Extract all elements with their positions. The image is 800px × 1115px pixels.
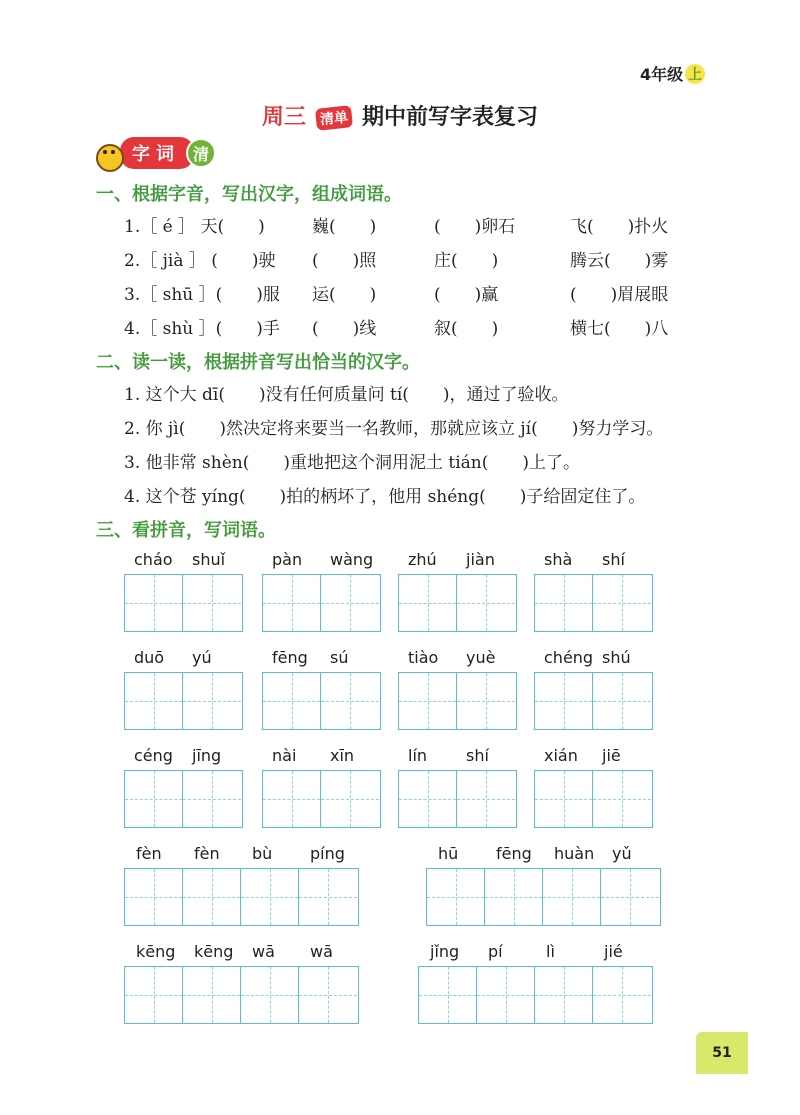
writing-box[interactable]	[241, 869, 299, 925]
writing-box[interactable]	[593, 673, 651, 729]
writing-box[interactable]	[263, 673, 321, 729]
pinyin-label: hū	[438, 844, 459, 863]
pinyin-label: yǔ	[612, 844, 632, 863]
pinyin-label: fèn	[136, 844, 162, 863]
pinyin-label: jīng	[192, 746, 222, 765]
writing-grid[interactable]	[262, 770, 381, 828]
writing-grid[interactable]	[426, 868, 661, 926]
writing-box[interactable]	[125, 673, 183, 729]
grade-badge: 上	[685, 64, 705, 84]
writing-box[interactable]	[183, 575, 241, 631]
pinyin-label: yuè	[466, 648, 496, 667]
pinyin-label: píng	[310, 844, 345, 863]
writing-grid[interactable]	[124, 966, 359, 1024]
writing-box[interactable]	[399, 673, 457, 729]
writing-box[interactable]	[321, 575, 379, 631]
writing-box[interactable]	[125, 869, 183, 925]
writing-grid[interactable]	[534, 574, 653, 632]
section-1-heading: 一、根据字音，写出汉字，组成词语。	[96, 184, 402, 205]
writing-box[interactable]	[299, 967, 357, 1023]
pinyin-label: pàn	[272, 550, 303, 569]
writing-box[interactable]	[321, 673, 379, 729]
exercise-1-item: 1.［ é ］ 天( )	[124, 217, 265, 237]
pinyin-label: fēng	[496, 844, 532, 863]
exercise-1-item: 叙( )	[434, 319, 499, 339]
writing-box[interactable]	[485, 869, 543, 925]
exercise-1-item: 巍( )	[312, 217, 377, 237]
exercise-2-sentence: 2. 你 jì( )然决定将来要当一名教师，那就应该立 jí( )努力学习。	[124, 419, 664, 439]
badge-circle: 清	[186, 138, 216, 168]
pinyin-label: shí	[466, 746, 489, 765]
pinyin-label: kēng	[136, 942, 176, 961]
writing-grid[interactable]	[262, 672, 381, 730]
writing-box[interactable]	[241, 967, 299, 1023]
page-number: 51	[696, 1032, 748, 1074]
section-2-heading: 二、读一读，根据拼音写出恰当的汉字。	[96, 352, 420, 373]
pinyin-label: wā	[252, 942, 275, 961]
pinyin-label: yú	[192, 648, 212, 667]
exercise-2-sentence: 4. 这个苍 yíng( )拍的柄坏了，他用 shéng( )子给固定住了。	[124, 487, 646, 507]
exercise-1-item: 庄( )	[434, 251, 499, 271]
pinyin-label: zhú	[408, 550, 437, 569]
writing-box[interactable]	[477, 967, 535, 1023]
writing-box[interactable]	[535, 967, 593, 1023]
pinyin-label: fèn	[194, 844, 220, 863]
writing-grid[interactable]	[418, 966, 653, 1024]
exercise-1-item: 腾云( )雾	[570, 251, 669, 271]
grade-label	[640, 62, 705, 85]
writing-box[interactable]	[601, 869, 659, 925]
pinyin-label: duō	[134, 648, 165, 667]
writing-box[interactable]	[399, 575, 457, 631]
writing-grid[interactable]	[534, 672, 653, 730]
pinyin-label: pí	[488, 942, 503, 961]
pinyin-label: bù	[252, 844, 273, 863]
writing-box[interactable]	[399, 771, 457, 827]
writing-box[interactable]	[457, 673, 515, 729]
writing-grid[interactable]	[124, 574, 243, 632]
pinyin-label: huàn	[554, 844, 595, 863]
pinyin-label: sú	[330, 648, 349, 667]
pinyin-label: fēng	[272, 648, 308, 667]
exercise-1-item: ( )赢	[434, 285, 499, 305]
exercise-1-item: ( )卵石	[434, 217, 516, 237]
exercise-1-item: ( )线	[312, 319, 377, 339]
writing-box[interactable]	[457, 575, 515, 631]
writing-box[interactable]	[543, 869, 601, 925]
pinyin-label: xīn	[330, 746, 355, 765]
pinyin-label: tiào	[408, 648, 439, 667]
writing-grid[interactable]	[398, 672, 517, 730]
exercise-1-item: 运( )	[312, 285, 377, 305]
pinyin-label: shà	[544, 550, 573, 569]
writing-box[interactable]	[183, 869, 241, 925]
bee-icon	[92, 136, 126, 170]
pinyin-label: wā	[310, 942, 333, 961]
exercise-1-item: 飞( )扑火	[570, 217, 669, 237]
writing-box[interactable]	[183, 771, 241, 827]
writing-box[interactable]	[321, 771, 379, 827]
exercise-1-item: ( )照	[312, 251, 377, 271]
writing-grid[interactable]	[398, 770, 517, 828]
pinyin-label: jǐng	[430, 942, 460, 961]
pinyin-label: jiàn	[466, 550, 495, 569]
writing-grid[interactable]	[124, 868, 359, 926]
writing-box[interactable]	[263, 575, 321, 631]
writing-grid[interactable]	[398, 574, 517, 632]
exercise-1-item: 2.［ jià ］ ( )驶	[124, 251, 276, 271]
writing-box[interactable]	[183, 673, 241, 729]
writing-box[interactable]	[183, 967, 241, 1023]
pinyin-label: chéng	[544, 648, 594, 667]
badge-label: 字词	[120, 137, 194, 169]
exercise-2-sentence: 1. 这个大 dī( )没有任何质量问 tí( )，通过了验收。	[124, 385, 569, 405]
exercise-1-item: 3.［ shū ］( )服	[124, 285, 280, 305]
pinyin-label: jié	[604, 942, 623, 961]
pinyin-label: shí	[602, 550, 625, 569]
section-3-heading: 三、看拼音，写词语。	[96, 520, 276, 541]
writing-box[interactable]	[535, 575, 593, 631]
writing-box[interactable]	[535, 673, 593, 729]
pinyin-label: kēng	[194, 942, 234, 961]
pinyin-label: céng	[134, 746, 173, 765]
exercise-1-item: ( )眉展眼	[570, 285, 669, 305]
exercise-1-item: 横七( )八	[570, 319, 669, 339]
exercise-2-sentence: 3. 他非常 shèn( )重地把这个洞用泥土 tián( )上了。	[124, 453, 580, 473]
writing-grid[interactable]	[124, 770, 243, 828]
page-title	[0, 100, 800, 131]
writing-box[interactable]	[593, 967, 651, 1023]
pinyin-label: lín	[408, 746, 428, 765]
writing-box[interactable]	[263, 771, 321, 827]
writing-box[interactable]	[299, 869, 357, 925]
writing-box[interactable]	[125, 575, 183, 631]
writing-box[interactable]	[125, 967, 183, 1023]
writing-grid[interactable]	[534, 770, 653, 828]
pinyin-label: xián	[544, 746, 578, 765]
pinyin-label: jiē	[602, 746, 621, 765]
writing-grid[interactable]	[262, 574, 381, 632]
pinyin-label: wàng	[330, 550, 374, 569]
pinyin-label: shuǐ	[192, 550, 226, 569]
writing-box[interactable]	[427, 869, 485, 925]
writing-box[interactable]	[593, 575, 651, 631]
pinyin-label: nài	[272, 746, 297, 765]
writing-box[interactable]	[419, 967, 477, 1023]
writing-grid[interactable]	[124, 672, 243, 730]
writing-box[interactable]	[125, 771, 183, 827]
grade-text: 4年级	[640, 65, 684, 84]
writing-box[interactable]	[457, 771, 515, 827]
title-main: 期中前写字表复习	[362, 105, 539, 130]
writing-box[interactable]	[535, 771, 593, 827]
title-day: 周三	[261, 105, 306, 130]
section-badge	[92, 136, 216, 170]
pinyin-label: shú	[602, 648, 631, 667]
title-stamp: 清单	[315, 105, 353, 131]
writing-box[interactable]	[593, 771, 651, 827]
pinyin-label: lì	[546, 942, 555, 961]
exercise-1-item: 4.［ shù ］( )手	[124, 319, 280, 339]
pinyin-label: cháo	[134, 550, 173, 569]
